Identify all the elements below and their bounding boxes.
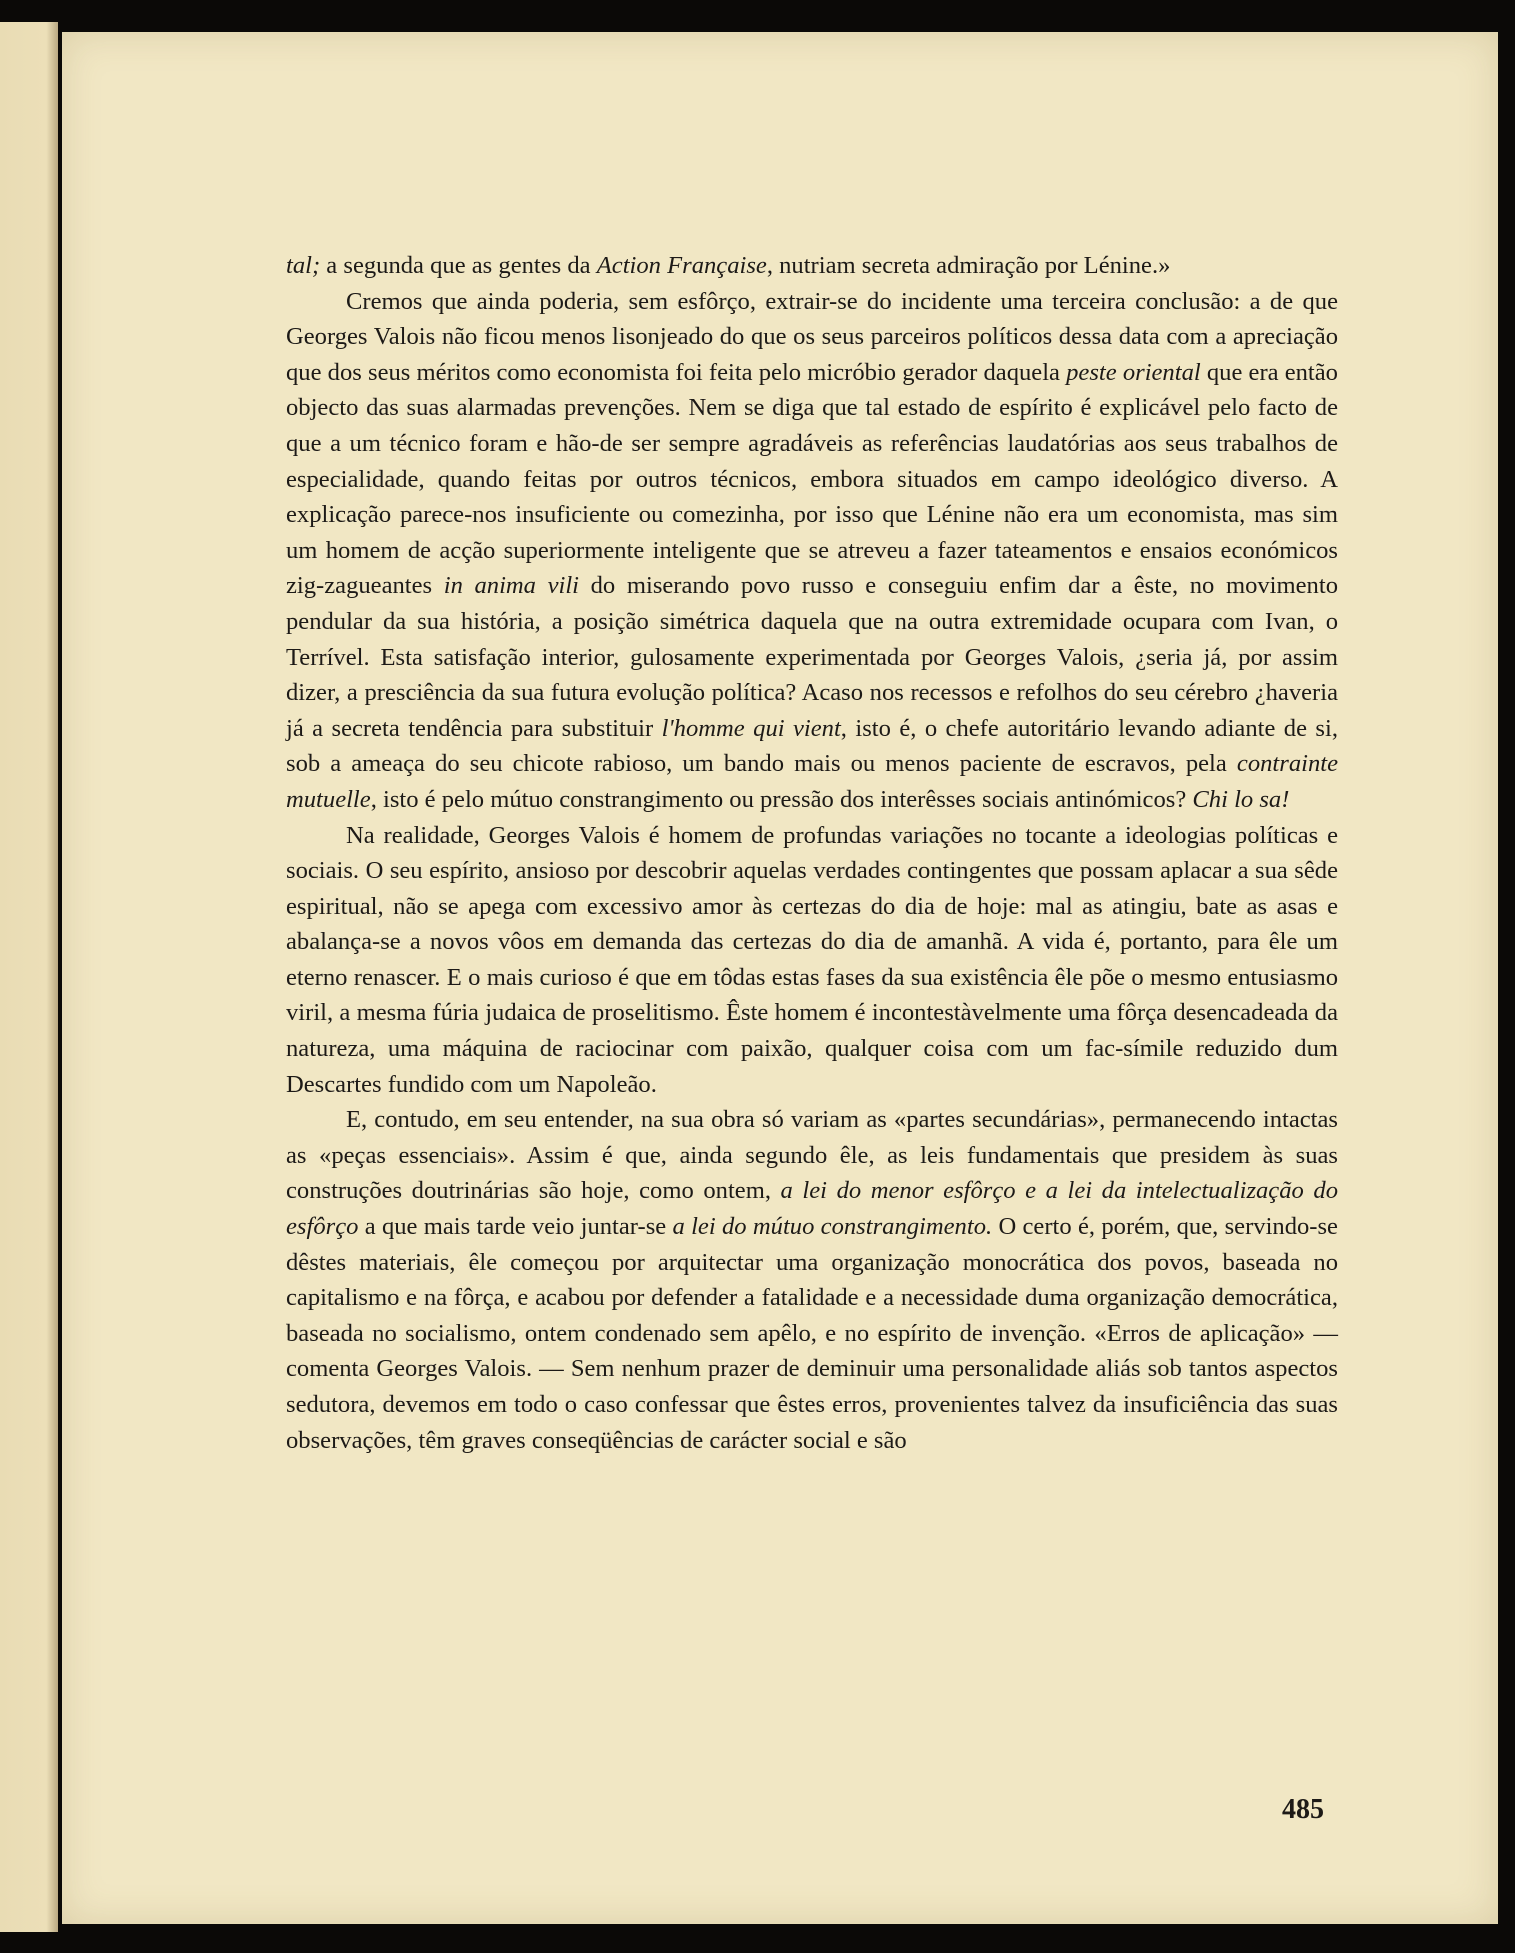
text-run: a segunda que as gentes da (320, 252, 597, 279)
text-run: Cremos que ainda poderia, sem esfôrço, extrair-se do incidente uma terceira conclusão: a de que Georges Valois não ficou menos lisonjeado do que os seus parceiros políticos dessa data com a apreciação que dos seus méritos como economista foi feita pelo micróbio gerador daquela (286, 287, 1338, 386)
paragraph (286, 284, 1338, 818)
paragraph (286, 248, 1338, 284)
italic-text: tal; (286, 252, 321, 279)
text-run: , isto é pelo mútuo constrangimento ou pressão dos interêsses sociais antinómicos? (370, 785, 1193, 813)
text-run: Na realidade, Georges Valois é homem de profundas variações no tocante a ideologias políticas e sociais. O seu espírito, ansioso por descobrir aquelas verdades contingentes que possam aplacar a sua sêde espiritual, não se apega com excessivo amor às certezas do dia de hoje: mal as atingiu, bate as asas e abalança-se a novos vôos em demanda das certezas do dia de amanhã. A vida é, portanto, para êle um eterno renascer. E o mais curioso é que em tôdas estas fases da sua existência êle põe o mesmo entusiasmo viril, a mesma fúria judaica de proselitismo. Êste homem é incontestàvelmente uma fôrça desencadeada da natureza, uma máquina de raciocinar com paixão, qualquer coisa com um fac-símile reduzido dum Descartes fundido com um Napoleão. (286, 821, 1338, 1098)
italic-text: Action Française (596, 252, 767, 279)
text-run: que era então objecto das suas alarmadas prevenções. Nem se diga que tal estado de espírito é explicável pelo facto de que a um técnico foram e hão-de ser sempre agradáveis as referências laudatórias aos seus trabalhos de especialidade, quando feitas por outros técnicos, embora situados em campo ideológico diverso. A explicação parece-nos insuficiente ou comezinha, por isso que Lénine não era um economista, mas sim um homem de acção superiormente inteligente que se atreveu a fazer tateamentos e ensaios económicos zig-zagueantes (286, 358, 1338, 600)
paragraph (286, 818, 1338, 1103)
book-page (62, 32, 1498, 1924)
paragraph (286, 1102, 1338, 1458)
italic-text: a lei do menor esfôrço e a lei da intelectualização do esfôrço (286, 1177, 1338, 1241)
text-run: E, contudo, em seu entender, na sua obra só variam as «partes secundárias», permanecendo intactas as «peças essenciais». Assim é que, ainda segundo êle, as leis fundamentais que presidem às suas construções doutrinárias são hoje, como ontem, (286, 1106, 1338, 1205)
italic-text: Chi lo sa! (1192, 785, 1290, 813)
text-run: O certo é, porém, que, servindo-se dêstes materiais, êle começou por arquitectar uma organização monocrática dos povos, baseada no capitalismo e na fôrça, e acabou por defender a fatalidade e a necessidade duma organização democrática, baseada no socialismo, ontem condenado sem apêlo, e no espírito de invenção. «Erros de aplicação» — comenta Georges Valois. — Sem nenhum prazer de deminuir uma personalidade aliás sob tantos aspectos sedutora, devemos em todo o caso confessar que êstes erros, provenientes talvez da insuficiência das suas observações, têm graves conseqüências de carácter social e são (286, 1213, 1338, 1454)
page-number: 485 (1282, 1794, 1324, 1825)
italic-text: contrainte mutuelle (286, 750, 1338, 813)
text-run: do miserando povo russo e conseguiu enfim dar a êste, no movimento pendular da sua história, a posição simétrica daquela que na outra extremidade ocupara com Ivan, o Terrível. Esta satisfação interior, gulosamente experimentada por Georges Valois, ¿seria já, por assim dizer, a presciência da sua futura evolução política? Acaso nos recessos e refolhos do seu cérebro ¿haveria já a secreta tendência para substituir (286, 572, 1338, 742)
italic-text: l'homme qui vient (661, 714, 841, 742)
text-run: , nutriam secreta admiração por Lénine.» (766, 252, 1171, 279)
body-text (286, 248, 1338, 1458)
italic-text: a lei do mútuo constrangimento. (672, 1213, 993, 1241)
book-spine-edge (0, 22, 58, 1932)
text-run: , isto é, o chefe autoritário levando adiante de si, sob a ameaça do seu chicote rabioso, um bando mais ou menos paciente de escravos, pela (286, 714, 1338, 778)
italic-text: peste oriental (1066, 358, 1201, 386)
italic-text: in anima vili (443, 572, 580, 600)
text-run: a que mais tarde veio juntar-se (358, 1213, 673, 1241)
